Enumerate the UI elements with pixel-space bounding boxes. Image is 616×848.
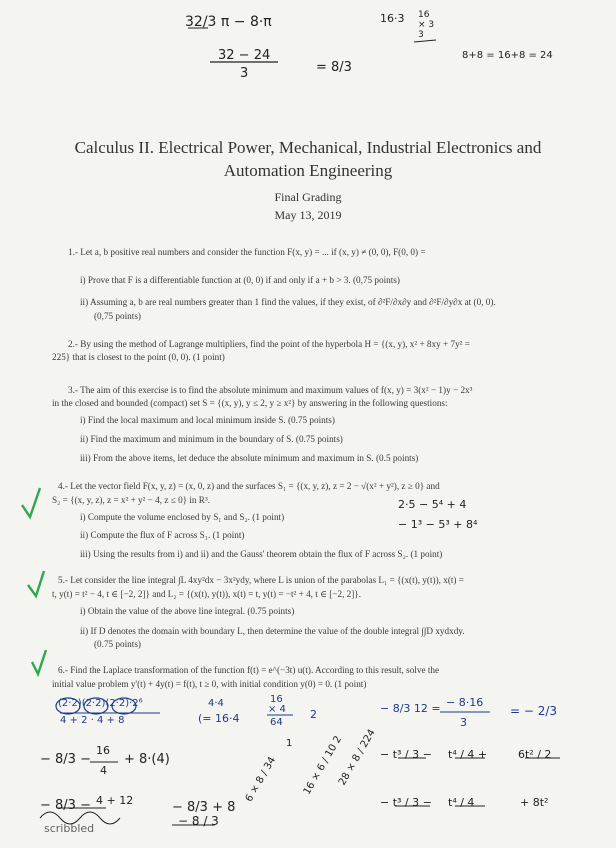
title-line-2: Automation Engineering [223, 161, 393, 180]
q4-line-2: S₂ = {(x, y, z), z = x² + y² − 4, z ≤ 0} in R³. [52, 495, 210, 505]
q3-line-1: 3.- The aim of this exercise is to find the absolute minimum and maximum values of f(x, y) = 3(x² − 1)y − 2x³ [68, 385, 473, 395]
mult-stack-row: × 3 [418, 20, 435, 30]
q5-line-1: 5.- Let consider the line integral ∫L 4xy²dx − 3x²ydy, where L is union of the parabolas L₁ = {(x(t), y(t)), x(t) = [58, 575, 464, 585]
handwriting-frac-16: 16 [270, 694, 283, 705]
q5-part-i: i) Obtain the value of the above line integral. (0.75 points) [80, 606, 295, 616]
page-title [40, 136, 576, 182]
q2-line-2: 225} that is closest to the point (0, 0). (1 point) [52, 352, 225, 362]
handwriting-right-result: = − 2/3 [510, 704, 558, 718]
page-number: 1 [286, 738, 293, 749]
q1-intro: 1.- Let a, b positive real numbers and consider the function F(x, y) = ... if (x, y) ≠ (0, 0), F(0, 0) = [68, 247, 426, 257]
handwriting-row2-right1: − t³ / 3 − [380, 748, 432, 761]
handwriting-row3-right1: − t³ / 3 − [380, 796, 432, 809]
q5-line-2: t, y(t) = t² − 4, t ∈ [−2, 2]} and L₂ = {(x(t), y(t)), x(t) = t, y(t) = −t² + 4, t ∈ [−2, 2]}. [52, 589, 362, 599]
handwriting-frac-result: = 8/3 [316, 60, 352, 75]
handwriting-row2-stack2: 28 × 8 / 224 [336, 727, 378, 788]
handwriting-right-expr: − 8/3 12 = [380, 702, 441, 715]
handwriting-right-frac-den: 3 [460, 716, 467, 729]
handwriting-top-right: 8+8 = 16+8 = 24 [462, 50, 553, 61]
q5-part-ii: ii) If D denotes the domain with boundary L, then determine the value of the double integral ∫∫D xydxdy. [80, 626, 465, 636]
handwriting-q4-note-2: − 1³ − 5³ + 8⁴ [398, 518, 478, 531]
handwriting-circled-under: 4 + 2 · 4 + 8 [60, 715, 125, 726]
handwriting-top-left: 32/3 π − 8·π [185, 14, 272, 30]
handwriting-mid-top: 4·4 [208, 698, 224, 709]
mult-stack-row: 16 [418, 10, 430, 20]
handwriting-row3-right2: t⁴ / 4 [448, 796, 475, 809]
handwriting-mult-stack [418, 10, 434, 40]
q4-part-iii: iii) Using the results from i) and ii) and the Gauss' theorem obtain the flux of F across S₂. (1 point) [80, 549, 443, 559]
q1-part-ii: ii) Assuming a, b are real numbers greater than 1 find the values, if they exist, of ∂²F/∂x∂y and ∂²F/∂y∂x at (0, 0). [80, 297, 496, 307]
handwriting-row3-mid: − 8/3 + 8 [172, 800, 236, 815]
handwriting-frac-mult: × 4 [268, 704, 286, 715]
handwriting-frac-num: 32 − 24 [218, 48, 271, 63]
handwriting-mid-expr: (= 16·4 [198, 712, 240, 725]
q6-line-2: initial value problem y'(t) + 4y(t) = f(t), t ≥ 0, with initial condition y(0) = 0. (1 point) [52, 679, 367, 689]
q1-part-ii-points: (0,75 points) [94, 311, 141, 321]
handwriting-frac-den: 3 [240, 66, 249, 81]
q3-part-iii: iii) From the above items, let deduce the absolute minimum and maximum in S. (0.5 points) [80, 453, 419, 463]
handwriting-q4-note-1: 2·5 − 5⁴ + 4 [398, 498, 467, 511]
handwriting-row3-left: − 8/3 − [40, 798, 91, 813]
q3-line-2: in the closed and bounded (compact) set S = {(x, y), y ≤ 2, y ≥ x²} by answering in the following questions: [52, 398, 448, 408]
handwriting-row4-scribble: scribbled [44, 822, 95, 835]
q6-line-1: 6.- Find the Laplace transformation of the function f(t) = e^(−3t) u(t). According to this result, solve the [58, 665, 440, 675]
handwriting-row2-rest: + 8·(4) [124, 752, 170, 767]
q3-part-ii: ii) Find the maximum and minimum in the boundary of S. (0.75 points) [80, 434, 343, 444]
handwriting-row3-frac: 4 + 12 [96, 794, 134, 807]
q4-part-ii: ii) Compute the flux of F across S₁. (1 point) [80, 530, 245, 540]
q5-part-ii-points: (0.75 points) [94, 639, 141, 649]
q4-part-i: i) Compute the volume enclosed by S₁ and S₂. (1 point) [80, 512, 285, 522]
q1-part-i: i) Prove that F is a differentiable function at (0, 0) if and only if a + b > 3. (0,75 points) [80, 275, 400, 285]
q4-line-1: 4.- Let the vector field F(x, y, z) = (x, 0, z) and the surfaces S₁ = {(x, y, z), z = 2 − √(x² + y²), z ≥ 0} and [58, 481, 440, 491]
handwriting-row3-right3: + 8t² [520, 796, 549, 809]
exam-date: May 13, 2019 [274, 208, 342, 222]
mult-stack-row: 3 [418, 30, 424, 40]
handwriting-row4-frac: − 8 / 3 [178, 814, 219, 828]
handwriting-row2-stack: 16 × 6 / 10 2 [301, 734, 345, 797]
handwriting-row2-left: − 8/3 − [40, 752, 91, 767]
handwriting-row3-stack: 6 × 8 / 34 [243, 755, 279, 804]
handwriting-right-frac-num: − 8·16 [446, 696, 484, 709]
handwriting-row2-right2: t⁴ / 4 + [448, 748, 488, 761]
handwriting-top-mid: 16·3 [380, 12, 405, 25]
q2-line-1: 2.- By using the method of Lagrange multipliers, find the point of the hyperbola H = {(x, y), x² + 8xy + 7y² = [68, 339, 470, 349]
subtitle: Final Grading [274, 190, 342, 204]
handwriting-frac-2: 2 [310, 708, 317, 721]
handwriting-circled-row: (2·2)(2·2)(2·2)·2⁶ [58, 698, 143, 709]
handwriting-row2-right3: 6t² / 2 [518, 748, 552, 761]
handwriting-row2-frac-num: 16 [96, 744, 110, 757]
q3-part-i: i) Find the local maximum and local minimum inside S. (0.75 points) [80, 415, 335, 425]
handwriting-row2-frac-den: 4 [100, 764, 107, 777]
title-line-1: Calculus II. Electrical Power, Mechanical, Industrial Electronics and [74, 138, 542, 157]
handwriting-frac-64: 64 [270, 717, 283, 728]
